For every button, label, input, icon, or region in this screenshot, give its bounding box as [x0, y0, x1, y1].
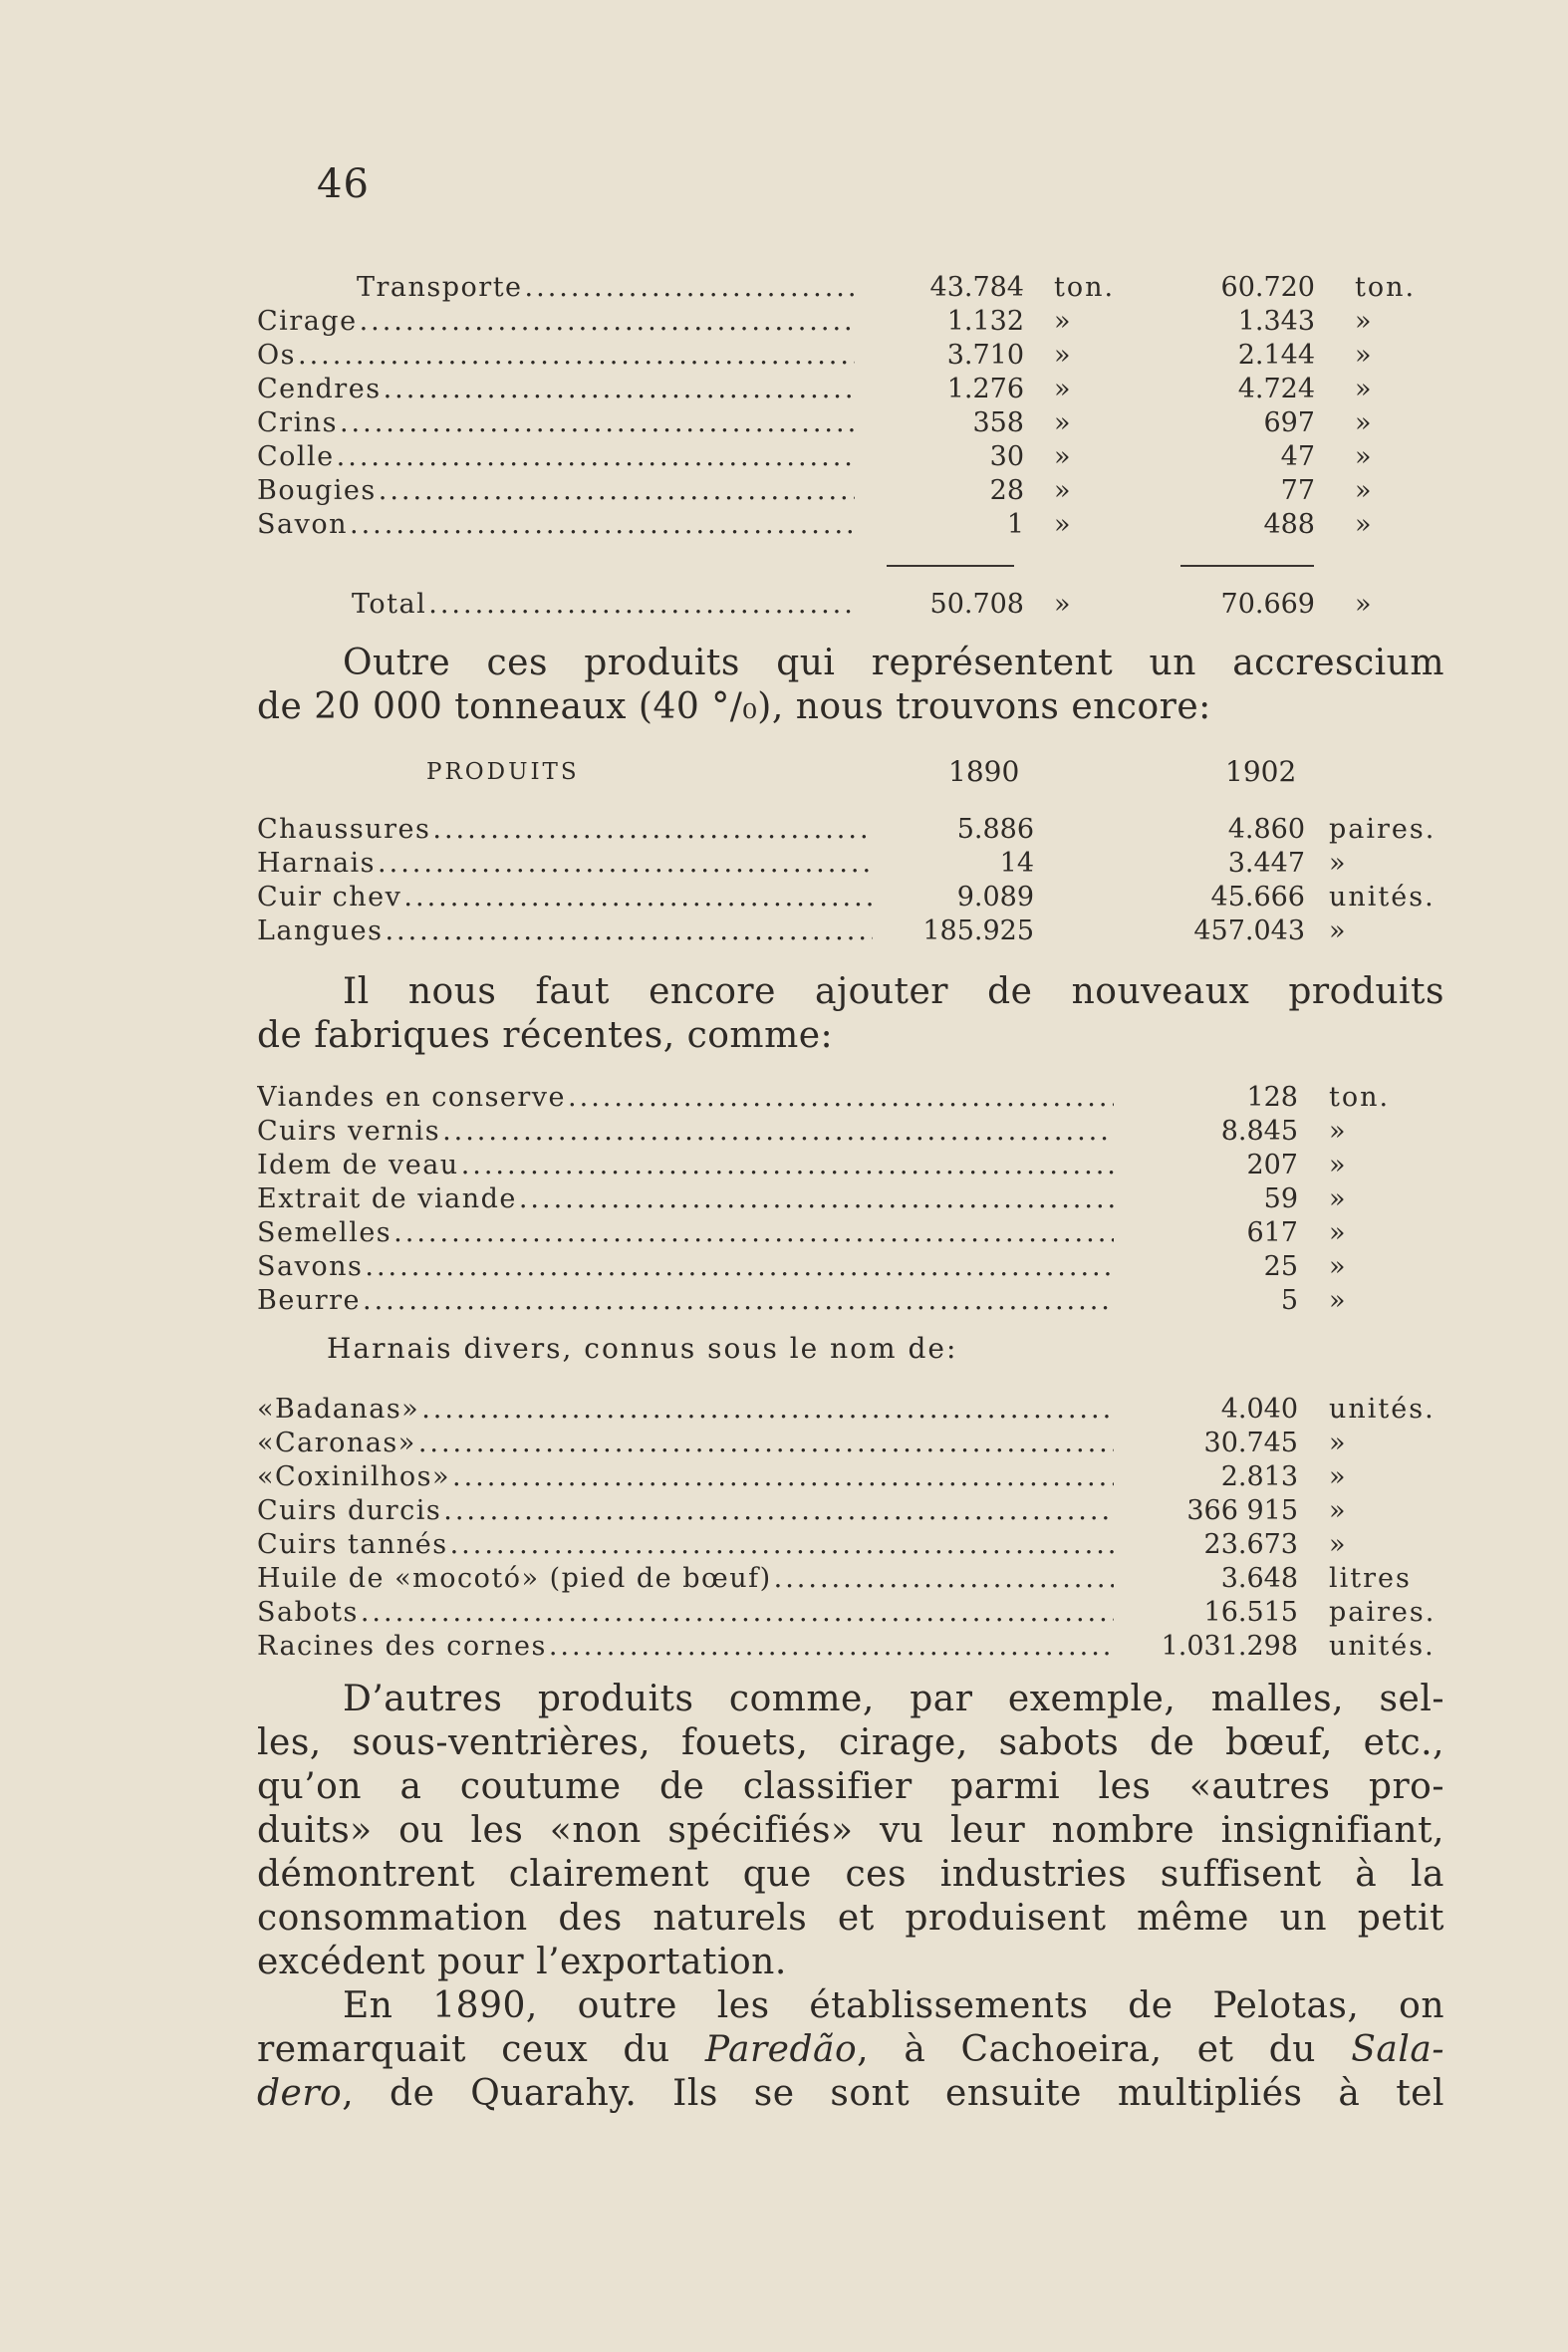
value-cell: 14	[999, 848, 1034, 879]
table-row	[257, 373, 1423, 406]
value-cell: 207	[1246, 1150, 1298, 1180]
row-label	[257, 1393, 1114, 1427]
row-label-text: Os	[257, 340, 296, 371]
row-label-text: «Coxinilhos»	[257, 1461, 450, 1492]
row-label	[257, 474, 855, 508]
dot-leader	[363, 1284, 1114, 1318]
paragraph-3	[257, 1678, 1444, 1984]
dot-leader	[525, 271, 855, 305]
row-label-text: Cirage	[257, 306, 358, 337]
row-label	[257, 1250, 1114, 1284]
value-cell: 5	[1280, 1285, 1298, 1316]
dot-leader	[350, 508, 855, 542]
unit-cell: »	[1329, 1461, 1348, 1492]
dot-leader	[428, 588, 855, 622]
unit-cell: »	[1355, 374, 1374, 404]
row-label	[257, 1562, 1114, 1596]
row-label	[257, 339, 855, 373]
dot-leader	[379, 474, 855, 508]
row-label	[257, 915, 873, 948]
paragraph-4	[257, 1984, 1444, 2116]
value-cell: 77	[1280, 475, 1315, 506]
unit-cell: »	[1329, 1285, 1348, 1316]
table-transport	[257, 271, 1423, 542]
unit-cell: »	[1329, 848, 1348, 879]
value-cell: 4.040	[1220, 1394, 1298, 1425]
unit-cell: »	[1054, 441, 1073, 472]
unit-cell: »	[1054, 340, 1073, 371]
row-label	[352, 588, 855, 622]
row-label-text: Savon	[257, 509, 348, 540]
value-cell: 185.925	[922, 915, 1034, 946]
text-line: En 1890, outre les établissements de Pelotas, on	[343, 1985, 1444, 2026]
text-line: les, sous-ventrières, fouets, cirage, sabots de bœuf, etc.,	[257, 1722, 1444, 1763]
value-cell: 2.813	[1220, 1461, 1298, 1492]
row-label-text: Racines des cornes	[257, 1631, 547, 1662]
value-cell: 8.845	[1220, 1116, 1298, 1147]
row-label	[257, 1494, 1114, 1528]
unit-cell: »	[1329, 1251, 1348, 1282]
dot-leader	[418, 1427, 1114, 1460]
row-label	[257, 440, 855, 474]
unit-cell: »	[1355, 340, 1374, 371]
value-cell: 1.276	[946, 374, 1024, 404]
text-line: Outre ces produits qui représentent un accrescium	[343, 643, 1444, 683]
value-cell: 488	[1263, 509, 1315, 540]
value-cell: 16.515	[1203, 1597, 1298, 1628]
unit-cell: »	[1054, 407, 1073, 438]
subheading: Harnais divers, connus sous le nom de:	[327, 1332, 958, 1365]
value-cell: 70.669	[1220, 589, 1315, 620]
row-label	[257, 1427, 1114, 1460]
paragraph-2	[257, 970, 1444, 1058]
text-line: duits» ou les «non spécifiés» vu leur nombre insignifiant,	[257, 1810, 1444, 1851]
row-label-text: Semelles	[257, 1217, 392, 1248]
row-label-text: Beurre	[257, 1285, 362, 1316]
table-row	[257, 406, 1423, 440]
row-label	[257, 1460, 1114, 1494]
table-row	[257, 339, 1423, 373]
row-label-text: Chaussures	[257, 814, 431, 845]
dot-leader	[461, 1149, 1114, 1182]
row-label-text: Bougies	[257, 475, 377, 506]
value-cell: 45.666	[1210, 882, 1305, 913]
unit-cell: paires.	[1329, 1597, 1437, 1628]
dot-leader	[442, 1115, 1114, 1149]
unit-cell: »	[1329, 1428, 1348, 1458]
row-label-text: Cuirs vernis	[257, 1116, 441, 1147]
column-header-1902: 1902	[1225, 755, 1297, 788]
table-row	[257, 271, 1423, 305]
unit-cell: unités.	[1329, 882, 1436, 913]
text-line: de fabriques récentes, comme:	[257, 1015, 834, 1056]
unit-cell: »	[1329, 1116, 1348, 1147]
value-cell: 43.784	[929, 272, 1024, 303]
row-label-text: Extrait de viande	[257, 1183, 517, 1214]
column-header-produits: PRODUITS	[426, 759, 580, 785]
table-row	[257, 847, 1423, 881]
dot-leader	[568, 1081, 1114, 1115]
dot-leader	[340, 406, 855, 440]
table-harnais	[257, 1393, 1437, 1664]
unit-cell: »	[1329, 1150, 1348, 1180]
value-cell: 1.343	[1237, 306, 1315, 337]
unit-cell: »	[1329, 1495, 1348, 1526]
row-label-text: Langues	[257, 915, 384, 946]
table-row	[257, 1081, 1423, 1115]
dot-leader	[421, 1393, 1114, 1427]
unit-cell: »	[1329, 1529, 1348, 1560]
dot-leader	[361, 1596, 1114, 1630]
text-line: démontrent clairement que ces industries suffisent à la	[257, 1854, 1444, 1895]
value-cell: 2.144	[1237, 340, 1315, 371]
value-cell: 1	[1006, 509, 1024, 540]
value-cell: 1.132	[946, 306, 1024, 337]
value-cell: 128	[1246, 1082, 1298, 1113]
value-cell: 358	[972, 407, 1024, 438]
value-cell: 28	[989, 475, 1024, 506]
table-row	[257, 1250, 1423, 1284]
table-row	[257, 440, 1423, 474]
row-label-text: Viandes en conserve	[257, 1082, 567, 1113]
value-cell: 3.648	[1220, 1563, 1298, 1594]
table-row	[257, 1115, 1423, 1149]
row-label-text: Cendres	[257, 374, 382, 404]
row-label-text: Crins	[257, 407, 338, 438]
row-label-text: Colle	[257, 441, 335, 472]
unit-cell: »	[1054, 589, 1073, 620]
unit-cell: unités.	[1329, 1631, 1436, 1662]
value-cell: 30	[989, 441, 1024, 472]
table-row	[257, 1427, 1423, 1460]
sum-rule-2	[1180, 565, 1314, 567]
unit-cell: unités.	[1329, 1394, 1436, 1425]
text-line: qu’on a coutume de classifier parmi les «autres pro-	[257, 1766, 1444, 1807]
dot-leader	[298, 339, 855, 373]
unit-cell: »	[1355, 441, 1374, 472]
dot-leader	[378, 847, 873, 881]
dot-leader	[549, 1630, 1114, 1664]
dot-leader	[443, 1494, 1114, 1528]
text-line: Il nous faut encore ajouter de nouveaux produits	[343, 971, 1444, 1012]
dot-leader	[403, 881, 873, 915]
table-row	[257, 1149, 1423, 1182]
unit-cell: »	[1329, 1183, 1348, 1214]
table-total	[257, 588, 1423, 622]
table-row	[257, 305, 1423, 339]
page-number: 46	[317, 161, 370, 207]
table-row	[257, 588, 1423, 622]
dot-leader	[365, 1250, 1114, 1284]
table-row	[257, 1460, 1423, 1494]
unit-cell: »	[1355, 589, 1374, 620]
value-cell: 30.745	[1203, 1428, 1298, 1458]
value-cell: 4.724	[1237, 374, 1315, 404]
dot-leader	[385, 915, 873, 948]
text-line: de 20 000 tonneaux (40 °/₀), nous trouvons encore:	[257, 686, 1211, 727]
unit-cell: »	[1054, 475, 1073, 506]
table-nouveaux-produits	[257, 1081, 1423, 1318]
value-cell: 366 915	[1186, 1495, 1298, 1526]
unit-cell: paires.	[1329, 814, 1437, 845]
text-line: remarquait ceux du Paredão, à Cachoeira, et du Sala-	[257, 2029, 1444, 2070]
table-row	[257, 1284, 1423, 1318]
value-cell: 617	[1246, 1217, 1298, 1248]
value-cell: 1.031.298	[1161, 1631, 1298, 1662]
row-label-text: Cuirs tannés	[257, 1529, 448, 1560]
row-label	[257, 508, 855, 542]
unit-cell: »	[1355, 509, 1374, 540]
text-line: dero, de Quarahy. Ils se sont ensuite multipliés à tel	[257, 2073, 1444, 2114]
text-line: consommation des naturels et produisent même un petit	[257, 1898, 1444, 1939]
value-cell: 59	[1263, 1183, 1298, 1214]
value-cell: 23.673	[1203, 1529, 1298, 1560]
sum-rule-1	[887, 565, 1014, 567]
row-label	[257, 406, 855, 440]
unit-cell: »	[1054, 374, 1073, 404]
dot-leader	[519, 1182, 1114, 1216]
text-line: D’autres produits comme, par exemple, malles, sel-	[343, 1679, 1444, 1719]
row-label	[257, 1630, 1114, 1664]
row-label-text: Cuir chev	[257, 882, 402, 913]
table-row	[257, 1562, 1423, 1596]
column-header-1890: 1890	[948, 755, 1020, 788]
row-label	[257, 1182, 1114, 1216]
row-label	[257, 1216, 1114, 1250]
row-label	[257, 1081, 1114, 1115]
table-row	[257, 1494, 1423, 1528]
row-label	[257, 881, 873, 915]
table-row	[257, 915, 1423, 948]
dot-leader	[337, 440, 855, 474]
value-cell: 25	[1263, 1251, 1298, 1282]
unit-cell: litres	[1329, 1563, 1412, 1594]
row-label	[257, 1284, 1114, 1318]
value-cell: 60.720	[1220, 272, 1315, 303]
row-label	[257, 1149, 1114, 1182]
row-label-text: Idem de veau	[257, 1150, 459, 1180]
row-label	[257, 1115, 1114, 1149]
paragraph-1	[257, 642, 1444, 729]
row-label	[257, 1528, 1114, 1562]
value-cell: 47	[1280, 441, 1315, 472]
table-row	[257, 1596, 1437, 1630]
dot-leader	[432, 813, 873, 847]
value-cell: 4.860	[1227, 814, 1305, 845]
table-row	[257, 1182, 1423, 1216]
dot-leader	[360, 305, 855, 339]
unit-cell: »	[1054, 306, 1073, 337]
dot-leader	[384, 373, 855, 406]
row-label-text: Savons	[257, 1251, 364, 1282]
row-label	[257, 305, 855, 339]
unit-cell: »	[1355, 475, 1374, 506]
row-label	[257, 373, 855, 406]
table-row	[257, 1528, 1423, 1562]
value-cell: 5.886	[956, 814, 1034, 845]
dot-leader	[450, 1528, 1114, 1562]
row-label-text: Sabots	[257, 1597, 359, 1628]
dot-leader	[452, 1460, 1114, 1494]
row-label-text: «Caronas»	[257, 1428, 416, 1458]
table-row	[257, 813, 1437, 847]
value-cell: 3.447	[1227, 848, 1305, 879]
table-row	[257, 1216, 1423, 1250]
table-row	[257, 1393, 1436, 1427]
value-cell: 3.710	[946, 340, 1024, 371]
row-label-text: Cuirs durcis	[257, 1495, 442, 1526]
unit-cell: »	[1355, 306, 1374, 337]
unit-cell: ton.	[1054, 272, 1116, 303]
row-label	[257, 813, 873, 847]
row-label-text: Harnais	[257, 848, 377, 879]
table-row	[257, 881, 1436, 915]
value-cell: 457.043	[1193, 915, 1305, 946]
unit-cell: ton.	[1329, 1082, 1391, 1113]
row-label-text: «Badanas»	[257, 1394, 420, 1425]
row-label-text: Transporte	[357, 272, 523, 303]
row-label	[257, 847, 873, 881]
value-cell: 9.089	[956, 882, 1034, 913]
text-line: excédent pour l’exportation.	[257, 1942, 787, 1982]
table-row	[257, 474, 1423, 508]
dot-leader	[393, 1216, 1114, 1250]
value-cell: 50.708	[929, 589, 1024, 620]
table-row	[257, 508, 1423, 542]
value-cell: 697	[1263, 407, 1315, 438]
table-row	[257, 1630, 1436, 1664]
row-label	[257, 1596, 1114, 1630]
unit-cell: »	[1054, 509, 1073, 540]
table-produits	[257, 813, 1437, 948]
row-label-text: Huile de «mocotó» (pied de bœuf)	[257, 1563, 772, 1594]
unit-cell: »	[1329, 1217, 1348, 1248]
unit-cell: ton.	[1355, 272, 1417, 303]
unit-cell: »	[1355, 407, 1374, 438]
row-label-text: Total	[352, 589, 427, 620]
dot-leader	[774, 1562, 1114, 1596]
row-label	[357, 271, 855, 305]
unit-cell: »	[1329, 915, 1348, 946]
